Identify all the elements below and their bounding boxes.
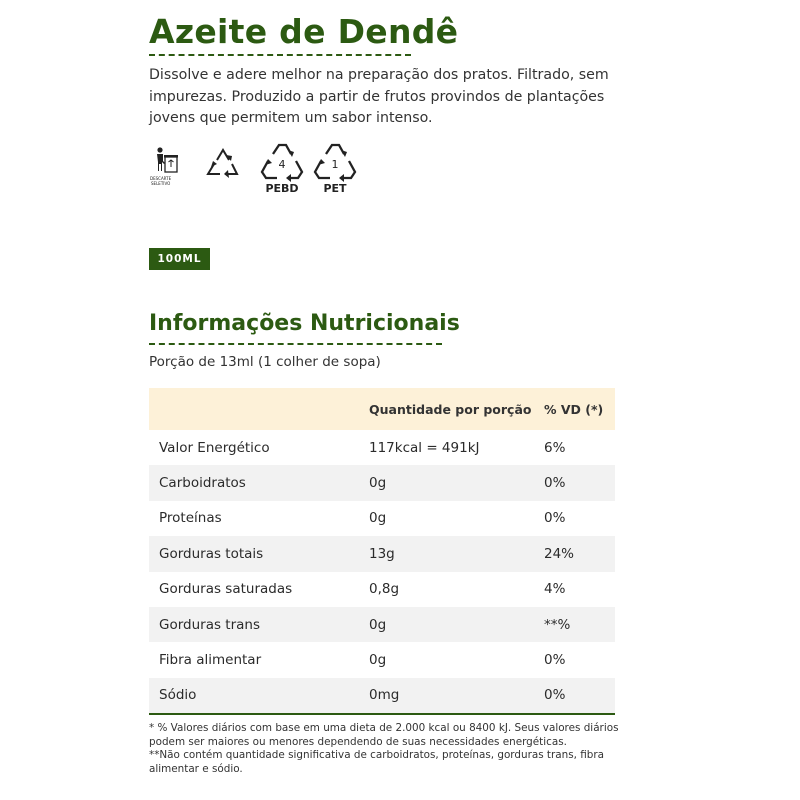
nutrient-dv: 0% [544, 678, 615, 713]
nutrient-amount: 0,8g [369, 581, 400, 598]
recycle-icon [199, 142, 247, 190]
table-row [149, 501, 615, 536]
pebd-number: 4 [278, 158, 286, 171]
footnote-not-significant: **Não contém quantidade significativa de carboidratos, proteínas, gorduras trans, fibra alimentar e sódio. [149, 749, 605, 775]
disposal-label-1: DESCARTE [150, 176, 172, 181]
table-row [149, 536, 615, 571]
product-description: Dissolve e adere melhor na preparação dos pratos. Filtrado, sem impurezas. Produzido a partir de frutos provindos de plantações jovens que permitem um sabor intenso. [149, 67, 609, 126]
nutrient-amount: 0mg [369, 678, 544, 713]
nutrition-title-underline [149, 343, 442, 345]
nutrient-dv: 4% [544, 581, 566, 598]
table-row [149, 465, 615, 500]
table-row [149, 642, 615, 677]
pebd-recycle-icon [258, 140, 306, 196]
size-badge: 100ML [149, 248, 210, 270]
nutrient-name: Carboidratos [149, 465, 369, 500]
table-bottom-rule [149, 713, 615, 715]
nutrient-name: Fibra alimentar [159, 652, 262, 669]
nutrient-name: Valor Energético [159, 439, 270, 456]
table-row [149, 430, 615, 465]
pet-number: 1 [331, 158, 339, 171]
nutrient-name: Sódio [149, 678, 369, 713]
table-row [149, 572, 615, 607]
table-row [149, 607, 615, 642]
footnote-dv: * % Valores diários com base em uma dieta de 2.000 kcal ou 8400 kJ. Seus valores diários podem ser maiores ou menores dependendo de suas necessidades energéticas. [149, 722, 619, 748]
nutrient-dv: 0% [544, 510, 566, 527]
disposal-label-2: SELETIVO [151, 181, 171, 186]
table-header-row [149, 388, 615, 430]
pet-recycle-icon [311, 140, 359, 196]
product-title: Azeite de Dendê [149, 12, 459, 51]
title-underline [149, 54, 411, 56]
nutrient-name: Gorduras saturadas [159, 581, 293, 598]
nutrient-dv: 0% [544, 465, 615, 500]
selective-disposal-icon [149, 147, 185, 195]
footnotes [149, 722, 619, 776]
nutrient-dv: 6% [544, 439, 566, 456]
header-nutrient [149, 388, 369, 430]
nutrient-dv: 0% [544, 652, 566, 669]
header-dv: % VD (*) [544, 388, 615, 430]
nutrition-table [149, 388, 615, 713]
nutrient-amount: 0g [369, 607, 544, 642]
nutrient-name: Proteínas [159, 510, 222, 527]
nutrient-amount: 117kcal = 491kJ [369, 439, 480, 456]
nutrient-amount: 0g [369, 510, 387, 527]
nutrient-dv: 24% [544, 536, 615, 571]
portion-text: Porção de 13ml (1 colher de sopa) [149, 354, 381, 370]
table-row [149, 678, 615, 713]
nutrient-dv: **% [544, 607, 615, 642]
nutrient-amount: 0g [369, 465, 544, 500]
nutrition-title: Informações Nutricionais [149, 311, 460, 336]
nutrient-name: Gorduras totais [149, 536, 369, 571]
nutrient-name: Gorduras trans [149, 607, 369, 642]
pet-label: PET [323, 182, 347, 195]
nutrient-amount: 13g [369, 536, 544, 571]
nutrient-amount: 0g [369, 652, 387, 669]
pebd-label: PEBD [265, 182, 299, 195]
header-amount: Quantidade por porção [369, 388, 544, 430]
